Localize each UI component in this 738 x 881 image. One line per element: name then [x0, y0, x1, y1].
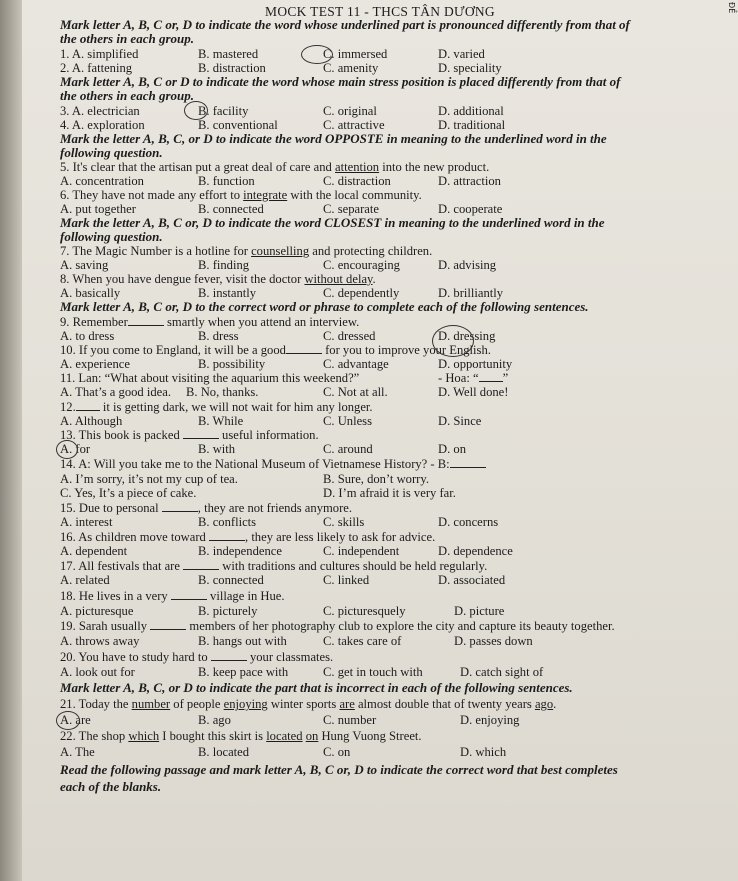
- q14-text-pre: 14. A: Will you take me to the National Museum of Vietnamese History? - B:: [60, 457, 450, 471]
- q11-hoa-label: - Hoa: “: [438, 371, 479, 385]
- q12-option-c[interactable]: C. Unless: [323, 414, 372, 428]
- q4-option-b[interactable]: B. conventional: [198, 118, 278, 132]
- instruction-closest-cont: following question.: [60, 229, 163, 244]
- q10-option-c[interactable]: C. advantage: [323, 357, 389, 371]
- q20-option-c[interactable]: C. get in touch with: [323, 665, 423, 679]
- q16-text-pre: 16. As children move toward: [60, 530, 206, 544]
- q19-option-c[interactable]: C. takes care of: [323, 634, 402, 648]
- q11-blank: [479, 371, 503, 382]
- q15-option-c[interactable]: C. skills: [323, 515, 365, 529]
- q1-option-d[interactable]: D. varied: [438, 47, 485, 61]
- q10-option-a[interactable]: A. experience: [60, 357, 130, 371]
- q18-text-post: village in Hue.: [206, 589, 285, 603]
- q17-text-post: with traditions and cultures should be held regularly.: [219, 559, 488, 573]
- instruction-stress: Mark letter A, B, C or D to indicate the word whose main stress position is placed differently from that of: [60, 74, 621, 89]
- q6-text-pre: 6. They have not made any effort to: [60, 188, 244, 202]
- q21-text-1: 21. Today the: [60, 697, 132, 711]
- q10-text-pre: 10. If you come to England, it will be a good: [60, 343, 286, 357]
- q14-blank: [450, 457, 486, 468]
- q3-option-a[interactable]: 3. A. electrician: [60, 104, 140, 118]
- q2-option-a[interactable]: 2. A. fattening: [60, 61, 133, 75]
- q12-option-a[interactable]: A. Although: [60, 414, 123, 428]
- q18-text-pre: 18. He lives in a very: [60, 589, 168, 603]
- q15-blank: [162, 501, 198, 512]
- question-6-stem: [60, 188, 730, 202]
- q3-option-c[interactable]: C. original: [323, 104, 377, 118]
- q8-option-a[interactable]: A. basically: [60, 286, 121, 300]
- question-21-stem: [60, 697, 730, 711]
- q15-option-b[interactable]: B. conflicts: [198, 515, 257, 529]
- q12-option-b[interactable]: B. While: [198, 414, 244, 428]
- q11-text-pre: 11. Lan: “What about visiting the aquarium this weekend?”: [60, 371, 360, 385]
- q16-blank: [209, 530, 245, 541]
- question-22-stem: [60, 729, 730, 743]
- q10-text-post: for you to improve your English.: [321, 343, 491, 357]
- question-13-stem: [60, 428, 730, 442]
- q22-text-2: I bought this skirt is: [159, 729, 267, 743]
- q12-blank: [76, 400, 100, 411]
- q6-text-post: with the local community.: [287, 188, 422, 202]
- q2-option-c[interactable]: C. amenity: [323, 61, 379, 75]
- q21-text-2: of people: [170, 697, 224, 711]
- q1-option-b[interactable]: B. mastered: [198, 47, 259, 61]
- q22-option-c[interactable]: C. on: [323, 745, 351, 759]
- q19-blank: [150, 619, 186, 630]
- q17-option-c[interactable]: C. linked: [323, 573, 370, 587]
- q3-option-b[interactable]: B. facility: [198, 104, 249, 118]
- q5-option-a[interactable]: A. concentration: [60, 174, 144, 188]
- q11-option-a[interactable]: A. That’s a good idea.: [60, 385, 171, 399]
- q6-option-c[interactable]: C. separate: [323, 202, 379, 216]
- question-9-stem: [60, 315, 730, 329]
- q18-option-b[interactable]: B. picturely: [198, 604, 258, 618]
- q13-option-d[interactable]: D. on: [438, 442, 466, 456]
- q14-option-d[interactable]: D. I’m afraid it is very far.: [323, 486, 456, 500]
- q2-option-d[interactable]: D. speciality: [438, 61, 502, 75]
- question-20-stem: [60, 650, 730, 664]
- edge-label: ĐỀ: [727, 2, 736, 14]
- q6-option-d[interactable]: D. cooperate: [438, 202, 503, 216]
- q7-option-c[interactable]: C. encouraging: [323, 258, 400, 272]
- q7-text-pre: 7. The Magic Number is a hotline for: [60, 244, 252, 258]
- q20-text-post: your classmates.: [246, 650, 334, 664]
- q4-option-a[interactable]: 4. A. exploration: [60, 118, 145, 132]
- q22-option-b[interactable]: B. located: [198, 745, 250, 759]
- q14-option-b[interactable]: B. Sure, don’t worry.: [323, 472, 429, 486]
- q13-blank: [183, 428, 219, 439]
- q22-underlined-c: on: [305, 729, 319, 743]
- q10-blank: [286, 343, 322, 354]
- q22-option-a[interactable]: A. The: [60, 745, 95, 759]
- instruction-complete: Mark letter A, B, C or, D to the correct word or phrase to complete each of the following sentences.: [60, 299, 589, 314]
- q21-underlined-b: enjoying: [223, 697, 268, 711]
- q21-text-4: almost double that of twenty years: [354, 697, 535, 711]
- instruction-opposite-cont: following question.: [60, 145, 163, 160]
- question-19-stem: [60, 619, 730, 633]
- q13-text-post: useful information.: [218, 428, 319, 442]
- q14-option-a[interactable]: A. I’m sorry, it’s not my cup of tea.: [60, 472, 238, 486]
- question-8-stem: [60, 272, 730, 286]
- q21-underlined-a: number: [131, 697, 171, 711]
- q13-text-pre: 13. This book is packed: [60, 428, 180, 442]
- question-5-stem: [60, 160, 730, 174]
- q5-option-d[interactable]: D. attraction: [438, 174, 501, 188]
- q17-option-d[interactable]: D. associated: [438, 573, 506, 587]
- question-15-stem: [60, 501, 730, 515]
- q5-underlined-word: attention: [335, 160, 380, 174]
- q12-text-pre: 12.: [60, 400, 76, 414]
- q21-option-c[interactable]: C. number: [323, 713, 377, 727]
- q9-text-pre: 9. Remember: [60, 315, 128, 329]
- q17-option-a[interactable]: A. related: [60, 573, 110, 587]
- q3-option-d[interactable]: D. additional: [438, 104, 504, 118]
- q11-option-c[interactable]: C. Not at all.: [323, 385, 388, 399]
- question-14-stem: [60, 457, 730, 471]
- q11-option-b[interactable]: B. No, thanks.: [186, 385, 259, 399]
- q8-option-d[interactable]: D. brilliantly: [438, 286, 504, 300]
- q4-option-d[interactable]: D. traditional: [438, 118, 506, 132]
- q19-text-post: members of her photography club to explore the city and capture its beauty together.: [186, 619, 615, 633]
- q13-option-a[interactable]: A. for: [60, 442, 91, 456]
- q21-option-b[interactable]: B. ago: [198, 713, 231, 727]
- instruction-pronunciation: Mark letter A, B, C or, D to indicate the word whose underlined part is pronounced differently from that of: [60, 17, 630, 32]
- q7-underlined-word: counselling: [251, 244, 310, 258]
- q18-option-d[interactable]: D. picture: [454, 604, 505, 618]
- q22-text-4: Hung Vuong Street.: [318, 729, 422, 743]
- q8-option-c[interactable]: C. dependently: [323, 286, 400, 300]
- q17-blank: [183, 559, 219, 570]
- q15-text-pre: 15. Due to personal: [60, 501, 159, 515]
- q16-option-c[interactable]: C. independent: [323, 544, 400, 558]
- q11-hoa-response: [438, 371, 508, 385]
- q22-option-d[interactable]: D. which: [460, 745, 507, 759]
- q2-option-b[interactable]: B. distraction: [198, 61, 266, 75]
- q18-blank: [171, 589, 207, 600]
- q12-option-d[interactable]: D. Since: [438, 414, 482, 428]
- q7-text-post: and protecting children.: [309, 244, 433, 258]
- page-title: MOCK TEST 11 - THCS TÂN DƯƠNG: [265, 4, 495, 19]
- q16-text-post: , they are less likely to ask for advice.: [245, 530, 436, 544]
- q18-option-a[interactable]: A. picturesque: [60, 604, 134, 618]
- q16-option-b[interactable]: B. independence: [198, 544, 282, 558]
- q21-underlined-d: ago: [534, 697, 554, 711]
- question-16-stem: [60, 530, 730, 544]
- q14-option-c[interactable]: C. Yes, It’s a piece of cake.: [60, 486, 197, 500]
- q20-text-pre: 20. You have to study hard to: [60, 650, 208, 664]
- q6-underlined-word: integrate: [243, 188, 288, 202]
- q1-option-a[interactable]: 1. A. simplified: [60, 47, 139, 61]
- q9-text-post: smartly when you attend an interview.: [163, 315, 360, 329]
- instruction-error: Mark letter A, B, C, or D to indicate the part that is incorrect in each of the following sentences.: [60, 680, 573, 695]
- instruction-stress-cont: the others in each group.: [60, 88, 194, 103]
- q5-text-pre: 5. It's clear that the artisan put a great deal of care and: [60, 160, 336, 174]
- q13-option-c[interactable]: C. around: [323, 442, 373, 456]
- q12-text-post: it is getting dark, we will not wait for him any longer.: [99, 400, 373, 414]
- q4-option-c[interactable]: C. attractive: [323, 118, 385, 132]
- q8-underlined-word: without delay: [304, 272, 373, 286]
- q9-option-d[interactable]: D. dressing: [438, 329, 496, 343]
- instruction-closest: Mark the letter A, B, C or, D to indicate the word CLOSEST in meaning to the underlined word in the: [60, 215, 605, 230]
- q22-underlined-a: which: [128, 729, 160, 743]
- instruction-pronunciation-cont: the others in each group.: [60, 31, 194, 46]
- q6-option-b[interactable]: B. connected: [198, 202, 264, 216]
- q17-text-pre: 17. All festivals that are: [60, 559, 180, 573]
- question-17-stem: [60, 559, 730, 573]
- q21-underlined-c: are: [339, 697, 355, 711]
- q5-text-post: into the new product.: [379, 160, 490, 174]
- q7-option-d[interactable]: D. advising: [438, 258, 497, 272]
- q9-option-b[interactable]: B. dress: [198, 329, 239, 343]
- q20-option-d[interactable]: D. catch sight of: [460, 665, 544, 679]
- q19-text-pre: 19. Sarah usually: [60, 619, 148, 633]
- question-7-stem: [60, 244, 730, 258]
- q10-option-b[interactable]: B. possibility: [198, 357, 266, 371]
- q21-option-a[interactable]: A. are: [60, 713, 91, 727]
- q9-option-a[interactable]: A. to dress: [60, 329, 115, 343]
- q7-option-b[interactable]: B. finding: [198, 258, 250, 272]
- instruction-reading: Read the following passage and mark letter A, B, C or, D to indicate the correct word that best completes: [60, 762, 618, 777]
- q11-close-quote: ”: [502, 371, 509, 385]
- q1-option-c[interactable]: C. immersed: [323, 47, 388, 61]
- q15-option-a[interactable]: A. interest: [60, 515, 113, 529]
- q15-text-post: , they are not friends anymore.: [197, 501, 353, 515]
- q21-text-3: winter sports: [267, 697, 340, 711]
- q19-option-d[interactable]: D. passes down: [454, 634, 533, 648]
- q18-option-c[interactable]: C. picturesquely: [323, 604, 406, 618]
- question-11-stem: [60, 371, 730, 385]
- instruction-opposite: Mark the letter A, B, C, or D to indicate the word OPPOSTE in meaning to the underlined word in the: [60, 131, 607, 146]
- q11-option-d[interactable]: D. Well done!: [438, 385, 509, 399]
- instruction-reading-cont: each of the blanks.: [60, 779, 162, 794]
- q15-option-d[interactable]: D. concerns: [438, 515, 499, 529]
- q6-option-a[interactable]: A. put together: [60, 202, 136, 216]
- q8-option-b[interactable]: B. instantly: [198, 286, 257, 300]
- q20-option-a[interactable]: A. look out for: [60, 665, 135, 679]
- q5-option-c[interactable]: C. distraction: [323, 174, 391, 188]
- q5-option-b[interactable]: B. function: [198, 174, 255, 188]
- q21-option-d[interactable]: D. enjoying: [460, 713, 520, 727]
- q9-option-c[interactable]: C. dressed: [323, 329, 376, 343]
- q20-option-b[interactable]: B. keep pace with: [198, 665, 289, 679]
- q22-text-1: 22. The shop: [60, 729, 129, 743]
- question-12-stem: [60, 400, 730, 414]
- q16-option-a[interactable]: A. dependent: [60, 544, 128, 558]
- q21-text-5: .: [553, 697, 557, 711]
- q17-option-b[interactable]: B. connected: [198, 573, 264, 587]
- q19-option-a[interactable]: A. throws away: [60, 634, 140, 648]
- q20-blank: [211, 650, 247, 661]
- q10-option-d[interactable]: D. opportunity: [438, 357, 513, 371]
- q13-option-b[interactable]: B. with: [198, 442, 236, 456]
- q8-text-post: .: [372, 272, 376, 286]
- q19-option-b[interactable]: B. hangs out with: [198, 634, 287, 648]
- q7-option-a[interactable]: A. saving: [60, 258, 109, 272]
- q9-blank: [128, 315, 164, 326]
- page-shadow-edge: [0, 0, 22, 881]
- q16-option-d[interactable]: D. dependence: [438, 544, 513, 558]
- question-18-stem: [60, 589, 730, 603]
- q22-underlined-b: located: [266, 729, 303, 743]
- question-10-stem: [60, 343, 730, 357]
- q8-text-pre: 8. When you have dengue fever, visit the doctor: [60, 272, 305, 286]
